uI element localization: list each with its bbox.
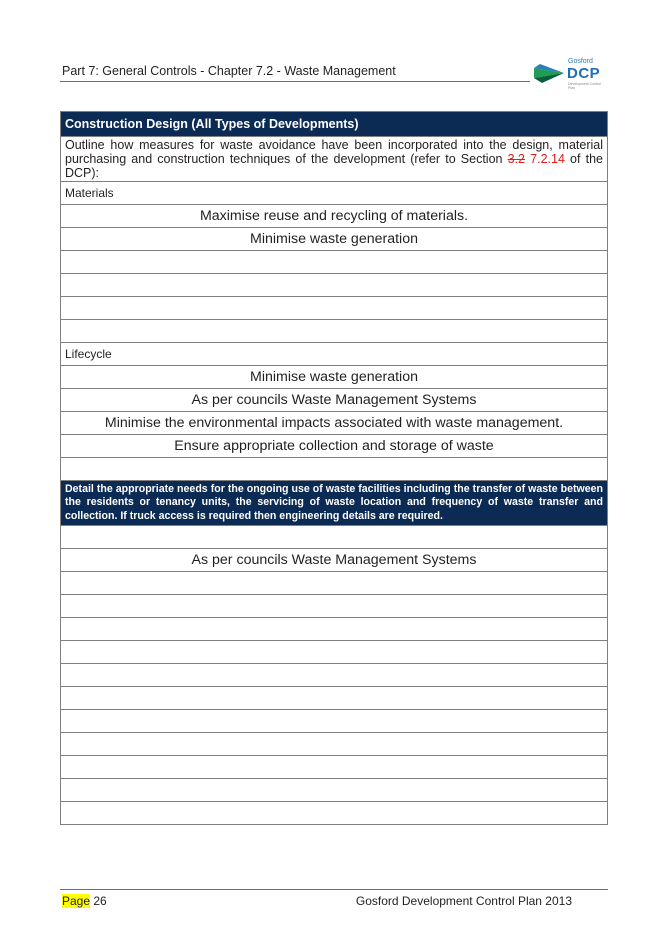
waste-management-form <box>60 111 608 825</box>
logo-big-text: DCP <box>567 65 601 82</box>
page-label: Page <box>62 894 91 908</box>
ongoing-entry-7[interactable] <box>61 664 608 687</box>
materials-entry-1[interactable]: Maximise reuse and recycling of materials. <box>61 205 608 228</box>
lifecycle-entry-5[interactable] <box>61 458 608 481</box>
lifecycle-entry-2[interactable]: As per councils Waste Management Systems <box>61 389 608 412</box>
header-divider <box>60 81 530 82</box>
ongoing-entry-2[interactable]: As per councils Waste Management Systems <box>61 549 608 572</box>
lifecycle-entry-1[interactable]: Minimise waste generation <box>61 366 608 389</box>
inserted-section-ref: 7.2.14 <box>530 152 565 166</box>
lifecycle-entry-4[interactable]: Ensure appropriate collection and storage of waste <box>61 435 608 458</box>
materials-label: Materials <box>61 182 608 205</box>
construction-intro-text: Outline how measures for waste avoidance have been incorporated into the design, material purchasing and construction techniques of the development (refer to Section 3.2 7.2.14 of the DCP): <box>61 137 608 182</box>
lifecycle-label: Lifecycle <box>61 343 608 366</box>
ongoing-entry-13[interactable] <box>61 802 608 825</box>
ongoing-entry-8[interactable] <box>61 687 608 710</box>
construction-design-heading: Construction Design (All Types of Developments) <box>61 112 608 137</box>
lifecycle-entry-3[interactable]: Minimise the environmental impacts associated with waste management. <box>61 412 608 435</box>
dcp-logo-icon <box>534 62 564 84</box>
footer-divider <box>60 889 608 890</box>
materials-entry-5[interactable] <box>61 297 608 320</box>
footer-page-number <box>62 894 107 908</box>
ongoing-entry-10[interactable] <box>61 733 608 756</box>
page-header-title: Part 7: General Controls - Chapter 7.2 - Waste Management <box>62 64 396 78</box>
logo-small-text: Gosford <box>568 58 593 65</box>
ongoing-entry-11[interactable] <box>61 756 608 779</box>
materials-entry-4[interactable] <box>61 274 608 297</box>
ongoing-entry-6[interactable] <box>61 641 608 664</box>
ongoing-entry-4[interactable] <box>61 595 608 618</box>
logo-tagline: Development Control Plan <box>568 82 601 90</box>
gosford-dcp-logo <box>534 58 606 88</box>
materials-entry-3[interactable] <box>61 251 608 274</box>
ongoing-entry-3[interactable] <box>61 572 608 595</box>
ongoing-entry-9[interactable] <box>61 710 608 733</box>
ongoing-entry-5[interactable] <box>61 618 608 641</box>
page-number: 26 <box>93 894 107 908</box>
materials-entry-2[interactable]: Minimise waste generation <box>61 228 608 251</box>
ongoing-entry-12[interactable] <box>61 779 608 802</box>
struck-section-ref: 3.2 <box>507 152 526 166</box>
materials-entry-6[interactable] <box>61 320 608 343</box>
ongoing-use-heading: Detail the appropriate needs for the ongoing use of waste facilities including the transfer of waste between the residents or tenancy units, the servicing of waste location and frequency of waste transfer and collection. If truck access is required then engineering details are required. <box>61 481 608 526</box>
footer-document-title: Gosford Development Control Plan 2013 <box>355 894 572 908</box>
ongoing-entry-1[interactable] <box>61 526 608 549</box>
